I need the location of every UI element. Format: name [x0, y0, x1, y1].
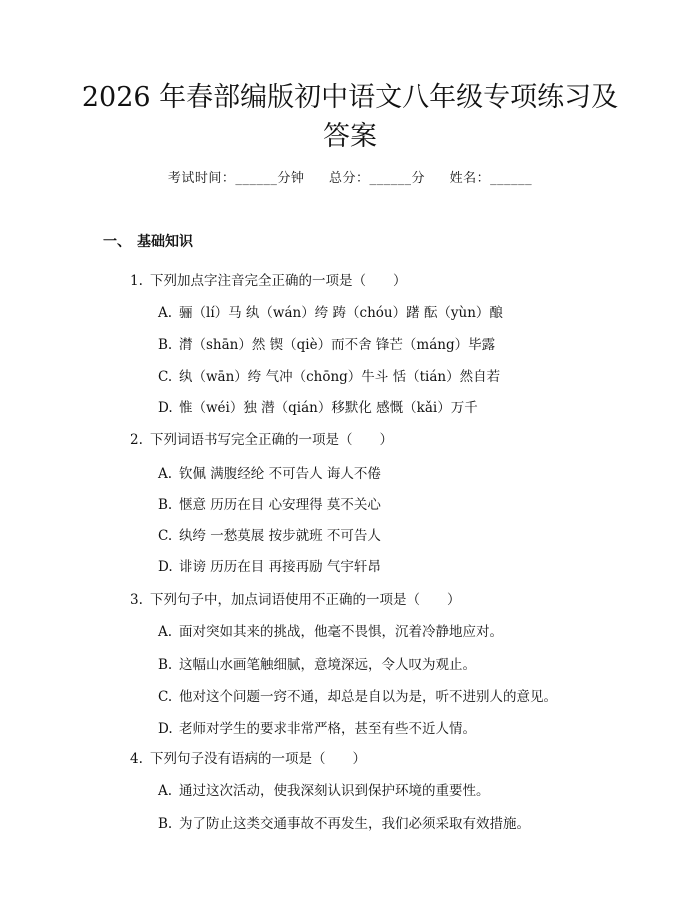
question-number: 2.	[130, 432, 143, 448]
option-letter: A.	[158, 466, 173, 482]
option-d	[158, 555, 381, 575]
option-b	[158, 653, 476, 673]
option-letter: B.	[158, 497, 173, 513]
option-c	[158, 365, 500, 385]
option-letter: A.	[158, 783, 173, 799]
option-text: 为了防止这类交通事故不再发生，我们必须采取有效措施。	[179, 816, 530, 832]
option-d	[158, 717, 476, 737]
option-a	[158, 779, 490, 799]
option-letter: B.	[158, 337, 173, 353]
option-text: 潸（shān）然 锲（qiè）而不舍 锋芒（máng）毕露	[179, 337, 496, 353]
exam-meta	[0, 167, 700, 186]
question-1	[130, 269, 407, 289]
exam-time-field: 考试时间：______分钟	[167, 171, 305, 186]
option-letter: C.	[158, 528, 173, 544]
option-letter: A.	[158, 305, 173, 321]
question-text: 下列句子中，加点词语使用不正确的一项是（ ）	[150, 592, 461, 608]
option-a	[158, 462, 381, 482]
question-text: 下列句子没有语病的一项是（ ）	[150, 751, 366, 767]
option-text: 诽谤 历历在目 再接再励 气宇轩昂	[179, 559, 381, 575]
total-score-field: 总分：______分	[328, 171, 425, 186]
option-a	[158, 301, 503, 321]
option-text: 这幅山水画笔触细腻，意境深远，令人叹为观止。	[179, 657, 476, 673]
option-c	[158, 685, 557, 705]
question-number: 4.	[130, 751, 143, 767]
option-letter: B.	[158, 816, 173, 832]
option-letter: C.	[158, 689, 173, 705]
student-name-field: 姓名：______	[449, 171, 533, 186]
question-number: 1.	[130, 273, 143, 289]
option-b	[158, 333, 495, 353]
option-b	[158, 812, 530, 832]
option-d	[158, 396, 478, 416]
option-text: 骊（lí）马 纨（wán）绔 踌（chóu）躇 酝（yùn）酿	[179, 305, 503, 321]
option-c	[158, 524, 381, 544]
option-letter: D.	[158, 559, 173, 575]
question-2	[130, 428, 393, 448]
option-text: 通过这次活动，使我深刻认识到保护环境的重要性。	[179, 783, 490, 799]
document-title: 2026 年春部编版初中语文八年级专项练习及 答案	[81, 82, 619, 152]
option-text: 纨（wān）绔 气冲（chōng）牛斗 恬（tián）然自若	[179, 369, 501, 385]
option-text: 惟（wéi）独 潜（qián）移默化 感慨（kǎi）万千	[179, 400, 478, 416]
option-text: 面对突如其来的挑战，他毫不畏惧，沉着冷静地应对。	[179, 624, 503, 640]
section-label: 基础知识	[137, 234, 193, 250]
section-number: 一、	[103, 234, 131, 250]
option-letter: C.	[158, 369, 173, 385]
question-4	[130, 747, 366, 767]
option-letter: D.	[158, 721, 173, 737]
question-text: 下列加点字注音完全正确的一项是（ ）	[150, 273, 407, 289]
question-number: 3.	[130, 592, 143, 608]
question-text: 下列词语书写完全正确的一项是（ ）	[150, 432, 393, 448]
option-b	[158, 493, 381, 513]
question-3	[130, 588, 461, 608]
option-letter: B.	[158, 657, 173, 673]
option-letter: D.	[158, 400, 173, 416]
option-letter: A.	[158, 624, 173, 640]
option-text: 惬意 历历在目 心安理得 莫不关心	[179, 497, 381, 513]
option-text: 纨绔 一愁莫展 按步就班 不可告人	[179, 528, 381, 544]
option-text: 钦佩 满腹经纶 不可告人 诲人不倦	[179, 466, 381, 482]
option-a	[158, 620, 503, 640]
option-text: 他对这个问题一窍不通，却总是自以为是，听不进别人的意见。	[179, 689, 557, 705]
section-heading	[103, 231, 193, 251]
option-text: 老师对学生的要求非常严格，甚至有些不近人情。	[179, 721, 476, 737]
